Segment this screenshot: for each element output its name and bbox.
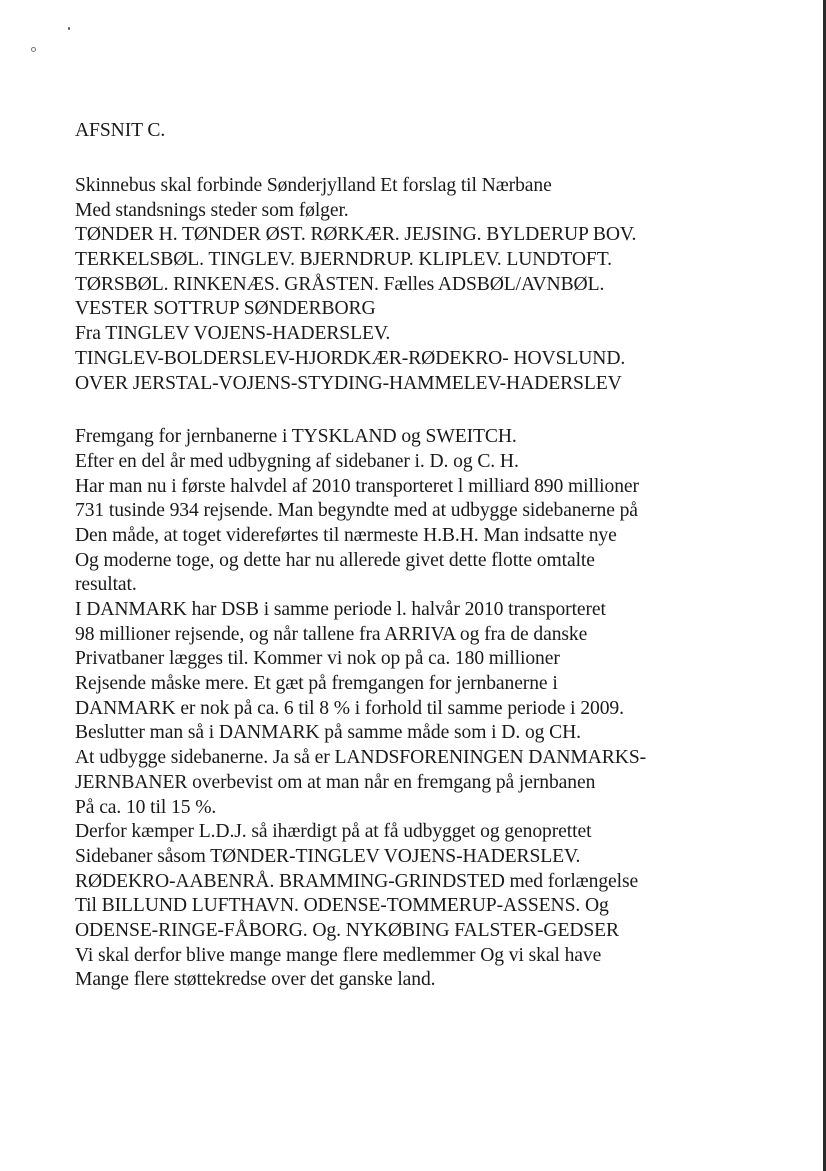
text-line: TERKELSBØL. TINGLEV. BJERNDRUP. KLIPLEV. LUNDTOFT. bbox=[75, 249, 612, 271]
text-line: Mange flere støttekredse over det ganske land. bbox=[75, 969, 436, 991]
text-line: Skinnebus skal forbinde Sønderjylland Et forslag til Nærbane bbox=[75, 175, 552, 196]
text-line: ODENSE-RINGE-FÅBORG. Og. NYKØBING FALSTER-GEDSER bbox=[75, 919, 620, 941]
text-line: Fra TINGLEV VOJENS-HADERSLEV. bbox=[75, 323, 391, 345]
text-line: resultat. bbox=[75, 574, 137, 596]
text-line: Efter en del år med udbygning af sidebaner i. D. og C. H. bbox=[75, 450, 519, 472]
text-line: På ca. 10 til 15 %. bbox=[75, 796, 217, 818]
text-line: 98 millioner rejsende, og når tallene fra ARRIVA og fra de danske bbox=[75, 623, 588, 645]
text-line: Derfor kæmper L.D.J. så ihærdigt på at få udbygget og genoprettet bbox=[75, 821, 592, 843]
text-line: Og moderne toge, og dette har nu allerede givet dette flotte omtalte bbox=[75, 549, 595, 571]
section-heading: AFSNIT C. bbox=[75, 120, 166, 141]
text-line: 731 tusinde 934 rejsende. Man begyndte med at udbygge sidebanerne på bbox=[75, 500, 638, 522]
text-line: Fremgang for jernbanerne i TYSKLAND og SWEITCH. bbox=[75, 426, 517, 448]
paragraph-skinnebus bbox=[75, 174, 795, 396]
text-line: Vi skal derfor blive mange mange flere medlemmer Og vi skal have bbox=[75, 944, 602, 966]
text-line: Til BILLUND LUFTHAVN. ODENSE-TOMMERUP-ASSENS. Og bbox=[75, 895, 609, 917]
text-line: VESTER SOTTRUP SØNDERBORG bbox=[75, 298, 376, 320]
text-line: TØRSBØL. RINKENÆS. GRÅSTEN. Fælles ADSBØL/AVNBØL. bbox=[75, 273, 605, 295]
text-line: Rejsende måske mere. Et gæt på fremgangen for jernbanerne i bbox=[75, 673, 558, 695]
text-line: Sidebaner såsom TØNDER-TINGLEV VOJENS-HADERSLEV. bbox=[75, 845, 581, 867]
text-line: DANMARK er nok på ca. 6 til 8 % i forhold til samme periode i 2009. bbox=[75, 697, 624, 719]
text-line: JERNBANER overbevist om at man når en fremgang på jernbanen bbox=[75, 771, 596, 793]
text-line: TINGLEV-BOLDERSLEV-HJORDKÆR-RØDEKRO- HOVSLUND. bbox=[75, 347, 626, 369]
scan-speck bbox=[31, 47, 36, 52]
text-line: Den måde, at toget videreførtes til nærmeste H.B.H. Man indsatte nye bbox=[75, 524, 617, 546]
scan-speck bbox=[68, 27, 70, 30]
text-line: Har man nu i første halvdel af 2010 transporteret l milliard 890 millioner bbox=[75, 475, 639, 497]
text-line: At udbygge sidebanerne. Ja så er LANDSFORENINGEN DANMARKS- bbox=[75, 747, 647, 769]
paragraph-fremgang bbox=[75, 425, 795, 993]
text-line: Beslutter man så i DANMARK på samme måde som i D. og CH. bbox=[75, 722, 581, 744]
document-body bbox=[75, 116, 795, 993]
text-line: TØNDER H. TØNDER ØST. RØRKÆR. JEJSING. BYLDERUP BOV. bbox=[75, 224, 637, 246]
text-line: RØDEKRO-AABENRÅ. BRAMMING-GRINDSTED med forlængelse bbox=[75, 870, 639, 892]
text-line: I DANMARK har DSB i samme periode l. halvår 2010 transporteret bbox=[75, 599, 606, 620]
text-line: OVER JERSTAL-VOJENS-STYDING-HAMMELEV-HADERSLEV bbox=[75, 372, 622, 394]
text-line: Med standsnings steder som følger. bbox=[75, 199, 349, 221]
text-line: Privatbaner lægges til. Kommer vi nok op på ca. 180 millioner bbox=[75, 648, 560, 670]
